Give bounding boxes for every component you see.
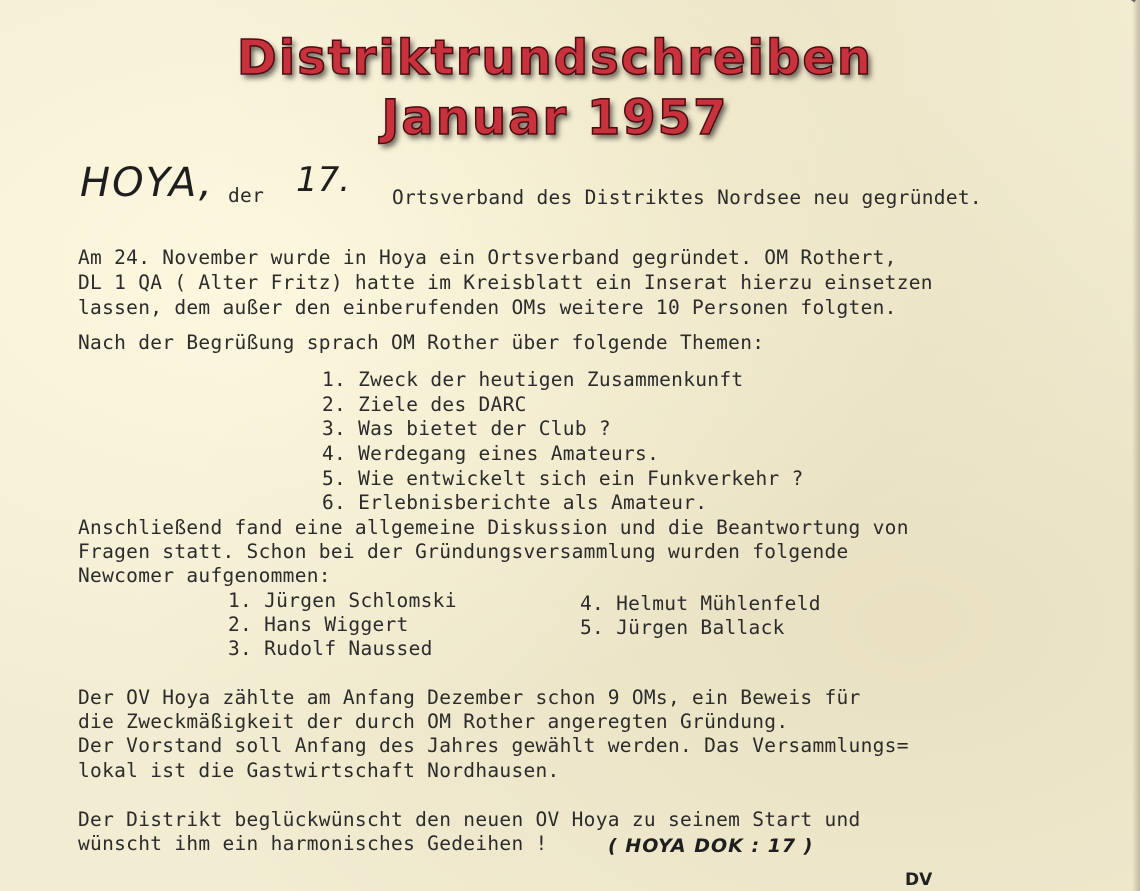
topic-item: 2. Ziele des DARC — [322, 393, 527, 416]
discussion-line-2: Fragen statt. Schon bei der Gründungsversammlung wurden folgende — [78, 540, 849, 563]
status-line-2: die Zweckmäßigkeit der durch OM Rother angeregten Gründung. — [78, 710, 789, 733]
topic-item: 3. Was bietet der Club ? — [322, 417, 611, 440]
newcomer-item: 1. Jürgen Schlomski — [228, 589, 457, 612]
newcomer-item: 4. Helmut Mühlenfeld — [580, 592, 821, 615]
intro-line-3: lassen, dem außer den einberufenden OMs weitere 10 Personen folgten. — [78, 296, 897, 319]
topic-item: 5. Wie entwickelt sich ein Funkverkehr ? — [322, 467, 804, 490]
newcomer-item: 5. Jürgen Ballack — [580, 616, 785, 639]
topic-item: 1. Zweck der heutigen Zusammenkunft — [322, 368, 744, 391]
newcomer-item: 3. Rudolf Naussed — [228, 637, 433, 660]
header-subject: Ortsverband des Distriktes Nordsee neu gegründet. — [392, 186, 982, 209]
closing-line-2: wünscht ihm ein harmonisches Gedeihen ! — [78, 832, 548, 855]
intro-line-1: Am 24. November wurde in Hoya ein Ortsverband gegründet. OM Rothert, — [78, 246, 897, 269]
discussion-line-1: Anschließend fand eine allgemeine Diskussion und die Beantwortung von — [78, 516, 909, 539]
title-line-2: Januar 1957 — [381, 90, 729, 146]
intro-line-2: DL 1 QA ( Alter Fritz) hatte im Kreisblatt ein Inserat hierzu einsetzen — [78, 271, 933, 294]
header-place: HOYA, — [80, 160, 214, 206]
newcomer-item: 2. Hans Wiggert — [228, 613, 409, 636]
title-line-1: Distriktrundschreiben — [236, 30, 874, 86]
status-line-1: Der OV Hoya zählte am Anfang Dezember schon 9 OMs, ein Beweis für — [78, 686, 861, 709]
status-line-3: Der Vorstand soll Anfang des Jahres gewählt werden. Das Versammlungs= — [78, 734, 909, 757]
closing-handwritten-note: ( HOYA DOK : 17 ) — [608, 835, 814, 857]
status-line-4: lokal ist die Gastwirtschaft Nordhausen. — [78, 759, 560, 782]
signature: DV — [905, 870, 933, 890]
header-number: 17. — [296, 160, 351, 200]
closing-line-1: Der Distrikt beglückwünscht den neuen OV Hoya zu seinem Start und — [78, 808, 861, 831]
topic-item: 6. Erlebnisberichte als Amateur. — [322, 491, 708, 514]
header-der: der — [228, 184, 265, 207]
topic-item: 4. Werdegang eines Amateurs. — [322, 442, 660, 465]
page-edge-shadow — [1132, 0, 1140, 891]
topics-intro: Nach der Begrüßung sprach OM Rother über folgende Themen: — [78, 331, 765, 354]
discussion-line-3: Newcomer aufgenommen: — [78, 564, 331, 587]
